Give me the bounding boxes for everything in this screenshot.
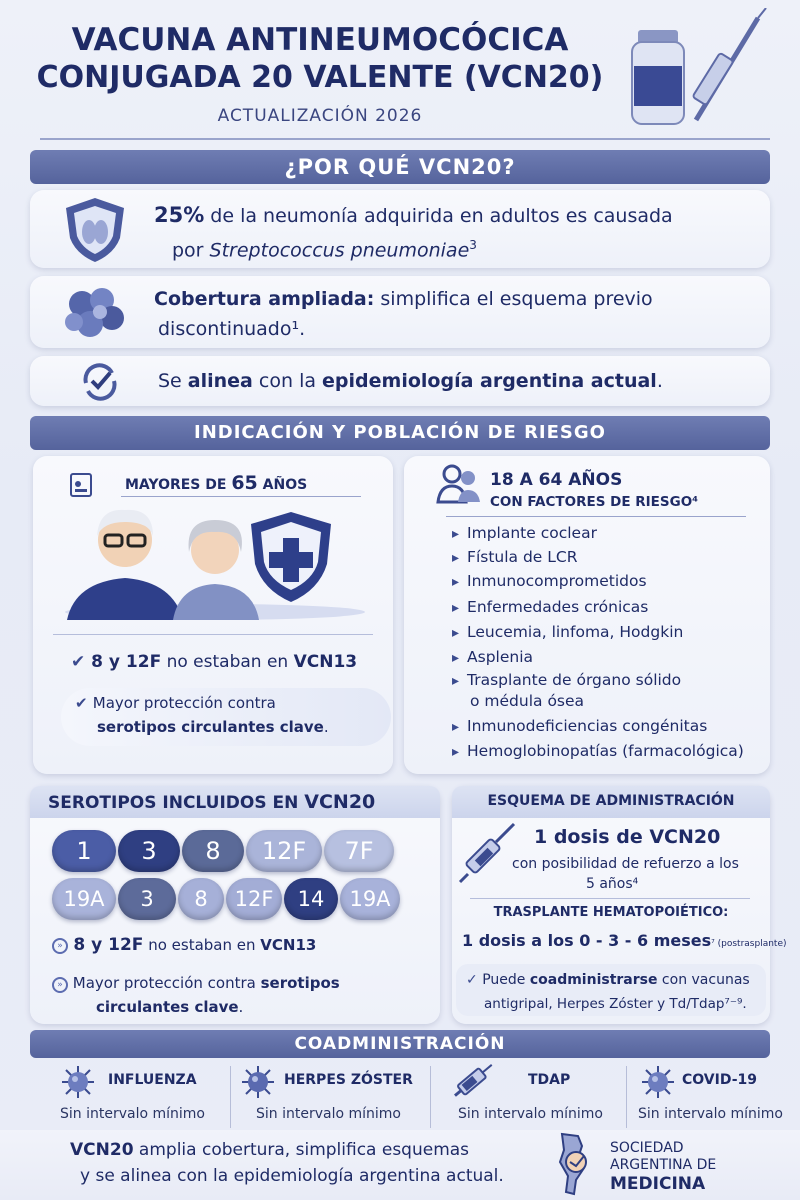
elderly-title-pre: MAYORES DE [125,477,232,493]
column-divider [230,1066,231,1128]
adults-title-line2: CON FACTORES DE RIESGO⁴ [490,494,699,510]
argentina-map-logo [548,1132,604,1196]
adults-title-line1: 18 A 64 AÑOS [490,470,623,490]
serotypes-title-pre: SEROTIPOS INCLUIDOS EN [48,793,305,813]
syringe-icon [458,822,522,884]
serotype-bubble: 8 [182,830,244,872]
scheme-coadmin-pre: Puede [482,972,530,988]
coadmin-name-tdap: TDAP [528,1072,571,1088]
risk-item: ▸ Inmunodeficiencias congénitas [452,717,707,735]
page-subtitle: ACTUALIZACIÓN 2026 [217,106,423,126]
risk-item: ▸ Fístula de LCR [452,548,578,566]
serotype-bubble: 12F [246,830,322,872]
check-icon: ✔ [71,652,92,672]
why-item-1-pre: por [172,239,210,262]
serotypes-note-1-text: no estaban en [143,936,261,954]
page-title-line1: VACUNA ANTINEUMOCÓCICA [71,22,569,58]
why-item-3-bold2: epidemiología argentina actual [322,370,657,392]
why-card-2 [30,276,770,348]
serotypes-note-2-pre: Mayor protección contra [72,974,261,992]
risk-item: ▸ Inmunocomprometidos [452,572,647,590]
scheme-dose: 1 dosis de VCN20 [534,826,721,848]
elderly-check-1-text: no estaban en [161,652,294,672]
chevron-circle-icon: » [52,977,68,993]
elderly-title [125,472,307,494]
serotypes-note-2-bold: serotipos [260,974,340,992]
footer-bold: VCN20 [70,1140,134,1160]
elderly-check-1 [71,652,357,672]
section-heading-indication: INDICACIÓN Y POBLACIÓN DE RIESGO [30,416,770,450]
risk-item: ▸ Asplenia [452,648,533,666]
scheme-transplant-note: ⁷ (postrasplante) [711,939,787,949]
why-item-1-line2 [172,230,477,265]
section-heading-why: ¿POR QUÉ VCN20? [30,150,770,184]
check-icon: ✓ [466,972,483,988]
serotypes-note-2-end: . [238,998,244,1016]
chevron-circle-icon: » [52,938,68,954]
scheme-coadmin-post: con vacunas [657,972,750,988]
id-card-icon [69,472,93,498]
why-item-3-pre: Se [158,370,188,392]
column-divider [626,1066,627,1128]
section-heading-coadministration: COADMINISTRACIÓN [30,1030,770,1058]
serotype-bubble: 8 [178,878,224,920]
elderly-check-1-bold2: VCN13 [293,652,358,672]
serotypes-note-1-bold: 8 y 12F [73,935,144,955]
coadmin-note-covid: Sin intervalo mínimo [638,1106,783,1122]
elderly-check-2-line1 [75,694,276,712]
elderly-title-post: AÑOS [257,477,308,493]
why-item-3-post: . [656,370,663,392]
logo-line3: MEDICINA [610,1174,706,1194]
coadmin-name-herpes: HERPES ZÓSTER [284,1072,413,1088]
virus-icon [640,1064,676,1100]
why-item-1-text: de la neumonía adquirida en adultos es causada [204,205,673,227]
footer-line2: y se alinea con la epidemiología argentina actual. [80,1166,504,1186]
risk-item: ▸ Leucemia, linfoma, Hodgkin [452,623,683,641]
adults-title-rule [446,516,746,517]
serotype-bubble: 19A [52,878,116,920]
page-title-line2: CONJUGADA 20 VALENTE (VCN20) [36,60,604,95]
why-item-1-line1 [154,200,673,231]
elderly-check-2-end: . [323,718,329,736]
elderly-check-1-bold: 8 y 12F [91,652,162,672]
serotype-bubble: 1 [52,830,116,872]
refresh-check-icon [78,361,122,403]
scheme-coadmin-bold: coadministrarse [529,972,658,988]
serotype-bubble: 12F [226,878,282,920]
scheme-coadmin-line1 [466,972,750,988]
syringe-icon [448,1060,500,1102]
header-divider [40,138,770,140]
serotypes-note-2-line2 [96,998,243,1016]
why-item-1-italic: Streptococcus pneumoniae [209,239,470,262]
serotypes-title-bold: VCN20 [304,791,376,813]
scheme-divider [470,898,750,899]
why-item-1-bold: 25% [154,203,205,227]
scheme-transplant-post: meses [648,931,712,950]
footer-line1-text: amplia cobertura, simplifica esquemas [133,1140,470,1160]
virus-icon [240,1064,276,1100]
why-item-2-text: simplifica el esquema previo [374,288,653,310]
why-item-1-sup: 3 [469,238,477,252]
serotypes-note-1 [52,935,316,955]
elderly-check-2-text: Mayor protección contra [92,694,276,712]
elderly-divider [53,634,373,635]
elderly-title-rule [121,496,361,497]
risk-item: ▸ Enfermedades crónicas [452,598,648,616]
why-card-1 [30,190,770,268]
scheme-booster-line1: con posibilidad de refuerzo a los [512,856,739,872]
risk-item-continuation: o médula ósea [470,692,585,710]
why-item-3-mid: con la [252,370,323,392]
serotype-bubble: 7F [324,830,394,872]
elderly-check-2-line2 [97,718,329,736]
serotype-bubble: 19A [340,878,400,920]
scheme-booster-line2: 5 años⁴ [586,876,639,892]
risk-item: ▸ Trasplante de órgano sólido [452,671,681,689]
elderly-check-2-bold: serotipos circulantes clave [97,718,324,736]
risk-item: ▸ Hemoglobinopatías (farmacológica) [452,742,744,760]
vial-syringe-icon [610,8,770,133]
check-icon: ✔ [75,694,93,712]
why-item-2-line1 [154,284,653,314]
scheme-transplant-pre: 1 dosis a los [462,931,580,950]
coadmin-name-covid: COVID-19 [682,1072,758,1088]
serotypes-note-1-bold2: VCN13 [260,936,317,954]
why-item-2-bold: Cobertura ampliada: [154,288,375,310]
why-card-3 [30,356,770,406]
people-icon [436,462,482,504]
footer-line1 [70,1140,469,1160]
bacteria-cluster-icon [60,280,132,344]
why-item-3-bold1: alinea [187,370,253,392]
shield-lungs-icon [60,196,130,264]
scheme-transplant-title: TRASPLANTE HEMATOPOIÉTICO: [493,905,729,920]
serotype-bubble: 14 [284,878,338,920]
serotypes-title [48,791,375,813]
scheme-title: ESQUEMA DE ADMINISTRACIÓN [487,793,735,809]
elderly-card [33,456,393,774]
risk-item: ▸ Implante coclear [452,524,597,542]
coadmin-note-influenza: Sin intervalo mínimo [60,1106,205,1122]
elderly-title-num: 65 [231,472,258,494]
serotype-bubble: 3 [118,830,180,872]
why-item-3 [158,366,663,396]
coadmin-name-influenza: INFLUENZA [108,1072,197,1088]
scheme-coadmin-line2: antigripal, Herpes Zóster y Td/Tdap⁷⁻⁹. [484,996,747,1012]
logo-line2: ARGENTINA DE [610,1157,717,1173]
serotypes-note-2-bold2: circulantes clave [96,998,239,1016]
logo-line1: SOCIEDAD [610,1140,684,1156]
scheme-transplant-times: 0 - 3 - 6 [579,931,649,950]
virus-icon [60,1064,96,1100]
column-divider [430,1066,431,1128]
serotype-bubble: 3 [118,878,176,920]
serotypes-note-2-line1 [52,974,340,993]
why-item-2-line2: discontinuado¹. [158,318,306,340]
elderly-couple-shield-illustration [65,500,365,620]
coadmin-note-herpes: Sin intervalo mínimo [256,1106,401,1122]
scheme-transplant-line [462,931,787,950]
coadmin-note-tdap: Sin intervalo mínimo [458,1106,603,1122]
